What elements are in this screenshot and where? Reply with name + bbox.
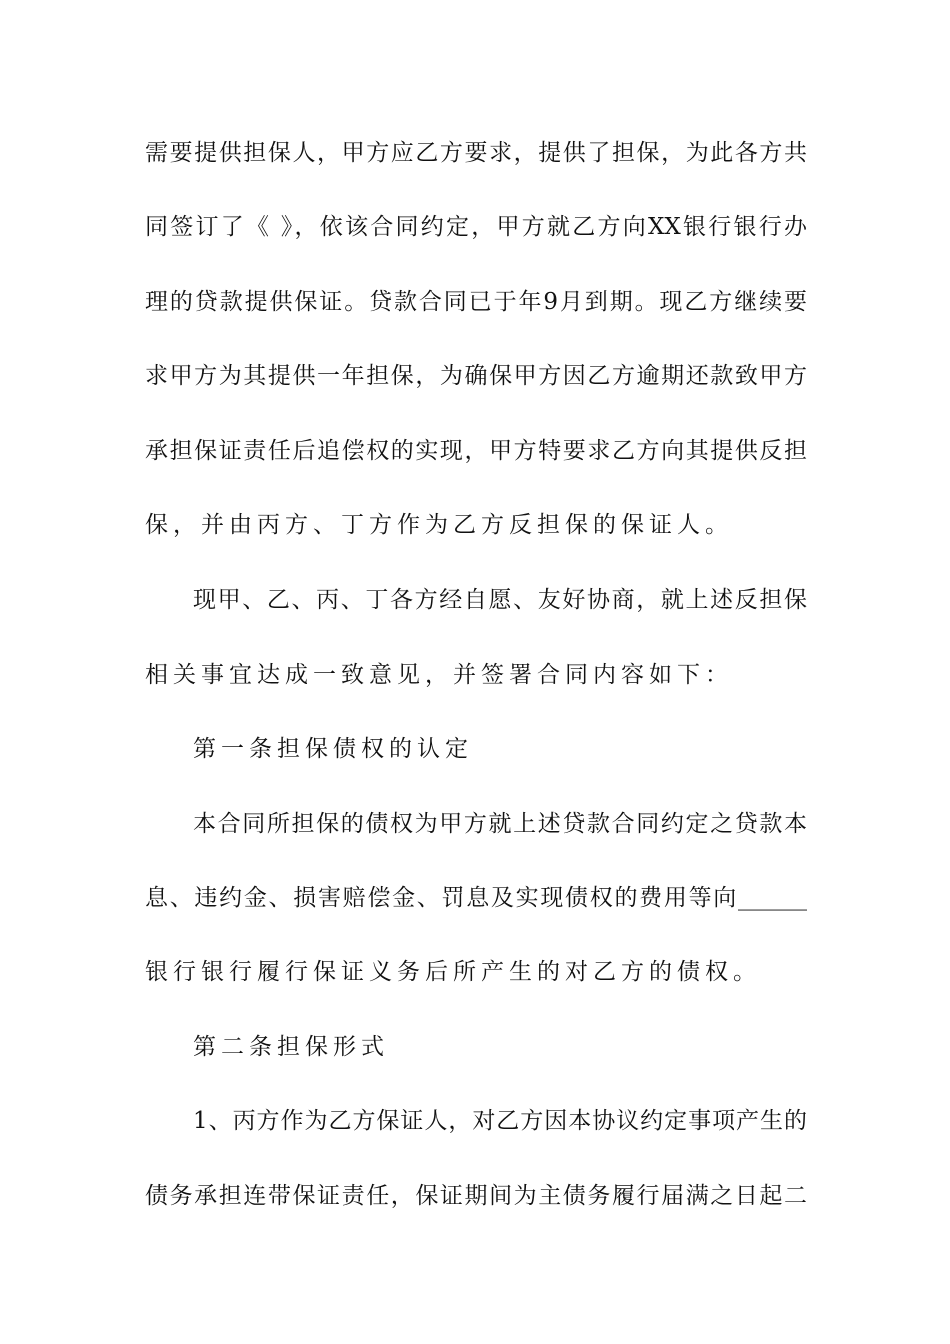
paragraph-line: 需要提供担保人，甲方应乙方要求，提供了担保，为此各方共: [145, 140, 807, 166]
section-heading: 第二条担保形式: [193, 1034, 389, 1060]
paragraph-line: 债务承担连带保证责任，保证期间为主债务履行届满之日起二: [145, 1183, 807, 1209]
paragraph-line: 同签订了《 》，依该合同约定，甲方就乙方向XX银行银行办: [145, 214, 807, 240]
section-heading: 第一条担保债权的认定: [193, 736, 473, 762]
paragraph-line: 保，并由丙方、丁方作为乙方反担保的保证人。: [145, 512, 733, 538]
paragraph-line: 相关事宜达成一致意见，并签署合同内容如下：: [145, 662, 733, 688]
paragraph-line: 理的贷款提供保证。贷款合同已于年9月到期。现乙方继续要: [145, 289, 807, 315]
paragraph-line: 现甲、乙、丙、丁各方经自愿、友好协商，就上述反担保: [193, 587, 807, 613]
paragraph-line: 银行银行履行保证义务后所产生的对乙方的债权。: [145, 959, 761, 985]
paragraph-line: 承担保证责任后追偿权的实现，甲方特要求乙方向其提供反担: [145, 438, 807, 464]
paragraph-line: 求甲方为其提供一年担保，为确保甲方因乙方逾期还款致甲方: [145, 363, 807, 389]
paragraph-line: 息、违约金、损害赔偿金、罚息及实现债权的费用等向______: [145, 885, 807, 911]
paragraph-line: 1、丙方作为乙方保证人，对乙方因本协议约定事项产生的: [193, 1108, 807, 1134]
paragraph-line: 本合同所担保的债权为甲方就上述贷款合同约定之贷款本: [193, 811, 807, 837]
